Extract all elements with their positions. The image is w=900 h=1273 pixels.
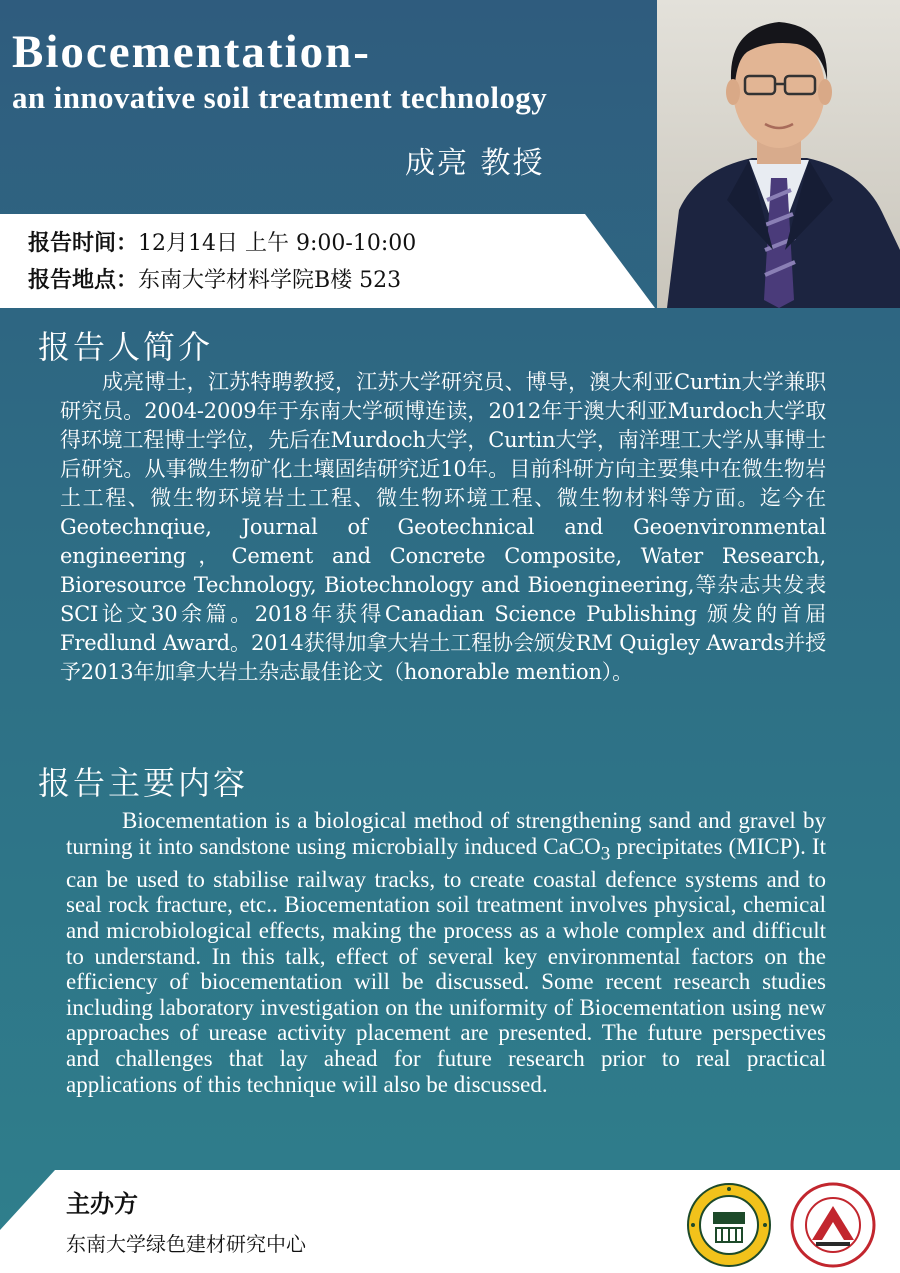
title-line-1: Biocementation-	[12, 26, 371, 78]
southeast-university-seal-icon	[686, 1182, 772, 1272]
report-time-label: 报告时间：	[28, 231, 139, 256]
report-time-value: 12月14日 上午 9:00-10:00	[138, 231, 417, 256]
abstract-heading: 报告主要内容	[38, 764, 249, 802]
abstract-text-part-1: Biocementation is a biological method of strengthening sand and gravel by turning it into sandstone using microbially induced	[66, 808, 826, 859]
organizer-label: 主办方	[66, 1190, 138, 1218]
report-time	[28, 226, 416, 257]
formula-base: CaCO	[543, 833, 601, 859]
report-location-label: 报告地点：	[28, 268, 139, 293]
organizer-name: 东南大学绿色建材研究中心	[66, 1232, 306, 1256]
speaker-name: 成亮 教授	[405, 146, 545, 181]
title-line-2: an innovative soil treatment technology	[12, 80, 548, 115]
abstract-text	[66, 808, 826, 1097]
bio-heading: 报告人简介	[38, 328, 214, 366]
report-location-value: 东南大学材料学院B楼 523	[138, 268, 402, 293]
abstract-text-part-2: precipitates (MICP). It can be used to stabilise railway tracks, to create coastal defence systems and to seal rock fracture, etc.. Biocementation soil treatment involves physical, chemical and microbiological effects, making the process as a whole complex and difficult to understand. In this talk, effect of several key environmental factors on the efficiency of biocementation will be discussed. Some recent research studies including laboratory investigation on the uniformity of Biocementation using new approaches of urease activity placement are presented. The future perspectives and challenges that lay ahead for future research prior to real practical applications of this technique will also be discussed.	[66, 833, 826, 1097]
bio-text: 成亮博士，江苏特聘教授，江苏大学研究员、博导，澳大利亚Curtin大学兼职研究员。2004-2009年于东南大学硕博连读，2012年于澳大利亚Murdoch大学取得环境工程博士学位，先后在Murdoch大学，Curtin大学，南洋理工大学从事博士后研究。从事微生物矿化土壤固结研究近10年。目前科研方向主要集中在微生物岩土工程、微生物环境岩土工程、微生物环境工程、微生物材料等方面。迄今在Geotechnqiue, Journal of Geotechnical and Geoenvironmental engineering，Cement and Concrete Composite, Water Research, Bioresource Technology, Biotechnology and Bioengineering,等杂志共发表SCI论文30余篇。2018年获得Canadian Science Publishing 颁发的首届Fredlund Award。2014获得加拿大岩土工程协会颁发RM Quigley Awards并授予2013年加拿大岩土杂志最佳论文（honorable mention）。	[60, 370, 826, 684]
report-location	[28, 263, 401, 294]
school-of-materials-science-seal-icon	[790, 1182, 876, 1272]
speaker-photo	[657, 0, 900, 308]
formula-subscript: 3	[600, 843, 611, 865]
